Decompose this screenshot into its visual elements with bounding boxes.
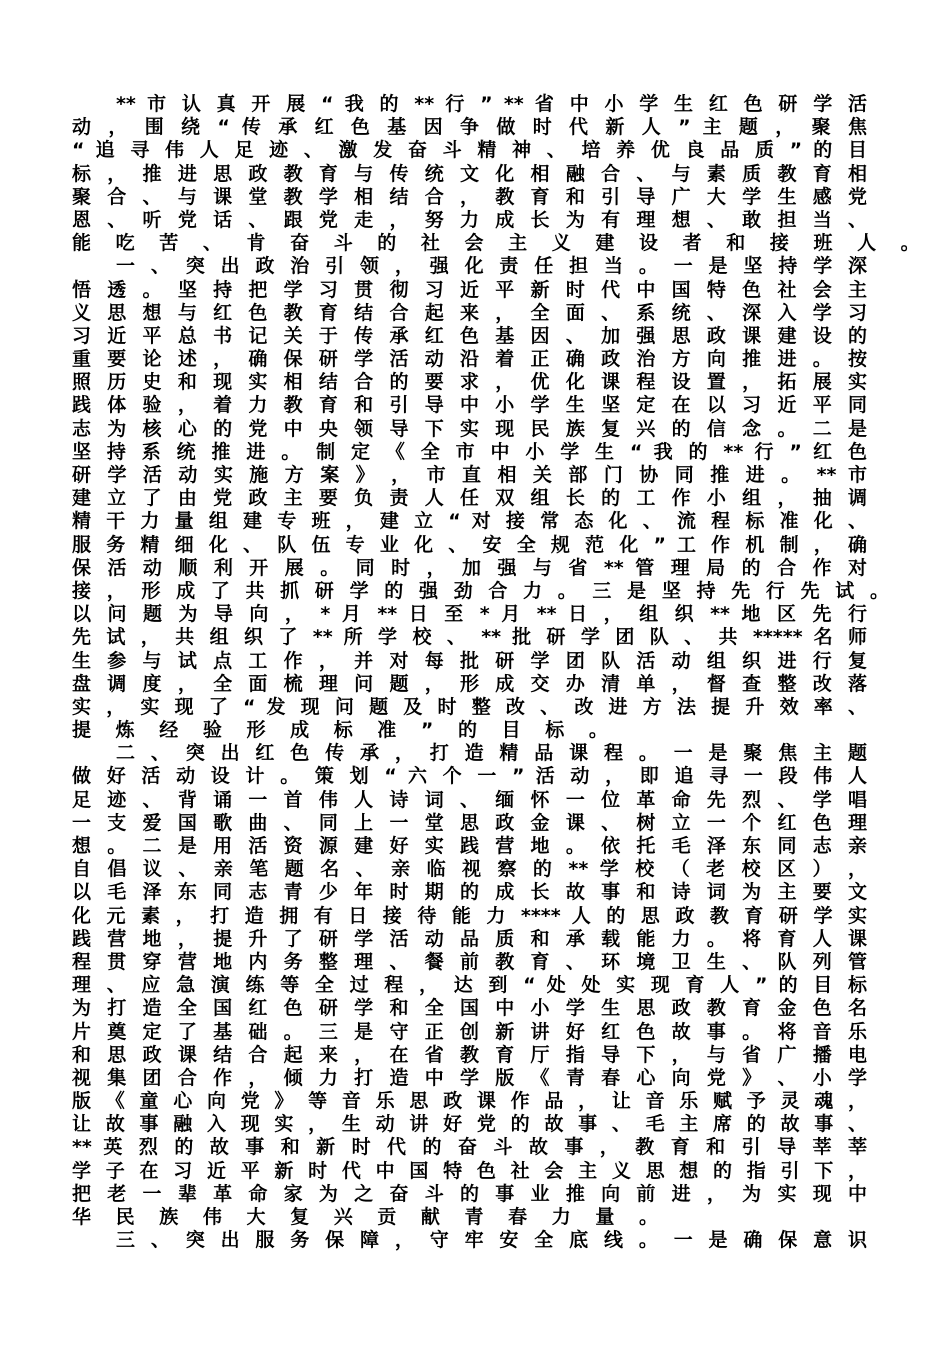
- text-line: 让 故 事 融 入 现 实 ， 生 动 讲 好 党 的 故 事 、 毛 主 席 的 故 事 、: [72, 1113, 867, 1136]
- section-heading-line: 一 、 突 出 政 治 引 领 ， 强 化 责 任 担 当 。 一 是 坚 持 学 深: [116, 255, 867, 278]
- text-line: 精 干 力 量 组 建 专 班 ， 建 立 “ 对 接 常 态 化 、 流 程 标 准 化 、: [72, 510, 867, 533]
- text-line: 和 思 政 课 结 合 起 来 ， 在 省 教 育 厅 指 导 下 ， 与 省 广 播 电: [72, 1043, 867, 1066]
- section-heading-line: 三 、 突 出 服 务 保 障 ， 守 牢 安 全 底 线 。 一 是 确 保 意 识: [116, 1229, 867, 1252]
- text-line: 视 集 团 合 作 ， 倾 力 打 造 中 学 版 《 青 春 心 向 党 》 、 小 学: [72, 1066, 867, 1089]
- text-line: 理 、 应 急 演 练 等 全 过 程 ， 达 到 “ 处 处 实 现 育 人 ” 的 目 标: [72, 974, 867, 997]
- text-line: “ 追 寻 伟 人 足 迹 、 激 发 奋 斗 精 神 、 培 养 优 良 品 质 ” 的 目: [72, 139, 867, 162]
- text-line: 习 近 平 总 书 记 关 于 传 承 红 色 基 因 、 加 强 思 政 课 建 设 的: [72, 324, 867, 347]
- text-line: 建 立 了 由 党 政 主 要 负 责 人 任 双 组 长 的 工 作 小 组 ， 抽 调: [72, 487, 867, 510]
- document-body: [72, 93, 929, 1252]
- text-line: 实 ， 实 现 了 “ 发 现 问 题 及 时 整 改 、 改 进 方 法 提 升 效 率 、: [72, 695, 867, 718]
- text-line: 想 。 二 是 用 活 资 源 建 好 实 践 营 地 。 依 托 毛 泽 东 同 志 亲: [72, 835, 867, 857]
- text-line: 盘 调 度 ， 全 面 梳 理 问 题 ， 形 成 交 办 清 单 ， 督 查 整 改 落: [72, 672, 867, 695]
- text-line: 化 元 素 ， 打 造 拥 有 日 接 待 能 力 **** 人 的 思 政 教 育 研 学 实: [72, 904, 867, 927]
- text-line: 标 ， 推 进 思 政 教 育 与 传 统 文 化 相 融 合 、 与 素 质 教 育 相: [72, 162, 867, 185]
- text-line: 以 毛 泽 东 同 志 青 少 年 时 期 的 成 长 故 事 和 诗 词 为 主 要 文: [72, 881, 867, 904]
- text-line: 照 历 史 和 现 实 相 结 合 的 要 求 ， 优 化 课 程 设 置 ， 拓 展 实: [72, 371, 867, 394]
- text-line: 践 营 地 ， 提 升 了 研 学 活 动 品 质 和 承 载 能 力 。 将 育 人 课: [72, 927, 867, 950]
- text-line: 保 活 动 顺 利 开 展 。 同 时 ， 加 强 与 省 ** 管 理 局 的 合 作 对: [72, 556, 867, 579]
- text-line: 学 子 在 习 近 平 新 时 代 中 国 特 色 社 会 主 义 思 想 的 指 引 下 ，: [72, 1159, 867, 1182]
- text-line: 践 体 验 ， 着 力 教 育 和 引 导 中 小 学 生 坚 定 在 以 习 近 平 同: [72, 394, 867, 417]
- text-line: 悟 透 。 坚 持 把 学 习 贯 彻 习 近 平 新 时 代 中 国 特 色 社 会 主: [72, 278, 867, 301]
- text-line: 把 老 一 辈 革 命 家 为 之 奋 斗 的 事 业 推 向 前 进 ， 为 实 现 中: [72, 1182, 867, 1205]
- text-line: 华 民 族 伟 大 复 兴 贡 献 青 春 力 量 。: [72, 1206, 667, 1228]
- text-line: 坚 持 系 统 推 进 。 制 定 《 全 市 中 小 学 生 “ 我 的 ** 行 ” 红 色: [72, 440, 867, 463]
- section-heading-line: 二 、 突 出 红 色 传 承 ， 打 造 精 品 课 程 。 一 是 聚 焦 主 题: [116, 742, 867, 765]
- text-line: 足 迹 、 背 诵 一 首 伟 人 诗 词 、 缅 怀 一 位 革 命 先 烈 、 学 唱: [72, 788, 867, 811]
- text-line: 自 倡 议 、 亲 笔 题 名 、 亲 临 视 察 的 ** 学 校 （ 老 校 区 ） ，: [72, 858, 867, 881]
- text-line: 能 吃 苦 、 肯 奋 斗 的 社 会 主 义 建 设 者 和 接 班 人 。: [72, 232, 929, 255]
- text-line: 义 思 想 与 红 色 教 育 结 合 起 来 ， 全 面 、 系 统 、 深 入 学 习: [72, 301, 867, 324]
- text-line: 研 学 活 动 实 施 方 案 》 ， 市 直 相 关 部 门 协 同 推 进 。 ** 市: [72, 464, 867, 486]
- text-line: 生 参 与 试 点 工 作 ， 并 对 每 批 研 学 团 队 活 动 组 织 进 行 复: [72, 649, 867, 672]
- text-line: 程 贯 穿 营 地 内 务 整 理 、 餐 前 教 育 、 环 境 卫 生 、 队 列 管: [72, 950, 867, 973]
- text-line: 聚 合 、 与 课 堂 教 学 相 结 合 ， 教 育 和 引 导 广 大 学 生 感 党: [72, 185, 867, 208]
- text-line: 志 为 核 心 的 党 中 央 领 导 下 实 现 民 族 复 兴 的 信 念 。 二 是: [72, 417, 867, 440]
- text-line: 为 打 造 全 国 红 色 研 学 和 全 国 中 小 学 生 思 政 教 育 金 色 名: [72, 997, 867, 1020]
- text-line: 一 支 爱 国 歌 曲 、 同 上 一 堂 思 政 金 课 、 树 立 一 个 红 色 理: [72, 811, 867, 834]
- text-line: 先 试 ， 共 组 织 了 ** 所 学 校 、 ** 批 研 学 团 队 、 共 ***** 名 师: [72, 626, 867, 649]
- text-line: 重 要 论 述 ， 确 保 研 学 活 动 沿 着 正 确 政 治 方 向 推 进 。 按: [72, 348, 867, 371]
- text-line: 片 奠 定 了 基 础 。 三 是 守 正 创 新 讲 好 红 色 故 事 。 将 音 乐: [72, 1020, 867, 1043]
- text-line: ** 英 烈 的 故 事 和 新 时 代 的 奋 斗 故 事 ， 教 育 和 引 导 莘 莘: [72, 1136, 867, 1159]
- text-line: 动 ， 围 绕 “ 传 承 红 色 基 因 争 做 时 代 新 人 ” 主 题 ， 聚 焦: [72, 116, 867, 139]
- text-line: 版 《 童 心 向 党 》 等 音 乐 思 政 课 作 品 ， 让 音 乐 赋 予 灵 魂 ，: [72, 1090, 867, 1113]
- text-line: 以 问 题 为 导 向 ， * 月 ** 日 至 * 月 ** 日 ， 组 织 ** 地 区 先 行: [72, 603, 867, 626]
- text-line: 服 务 精 细 化 、 队 伍 专 业 化 、 安 全 规 范 化 ” 工 作 机 制 ， 确: [72, 533, 867, 556]
- text-line: 接 ， 形 成 了 共 抓 研 学 的 强 劲 合 力 。 三 是 坚 持 先 行 先 试 。: [72, 579, 889, 602]
- text-line: ** 市 认 真 开 展 “ 我 的 ** 行 ” ** 省 中 小 学 生 红 色 研 学 活: [116, 93, 867, 115]
- text-line: 提 炼 经 验 形 成 标 准 ” 的 目 标 。: [72, 719, 617, 742]
- text-line: 恩 、 听 党 话 、 跟 党 走 ， 努 力 成 长 为 有 理 想 、 敢 担 当 、: [72, 208, 867, 231]
- text-line: 做 好 活 动 设 计 。 策 划 “ 六 个 一 ” 活 动 ， 即 追 寻 一 段 伟 人: [72, 765, 867, 788]
